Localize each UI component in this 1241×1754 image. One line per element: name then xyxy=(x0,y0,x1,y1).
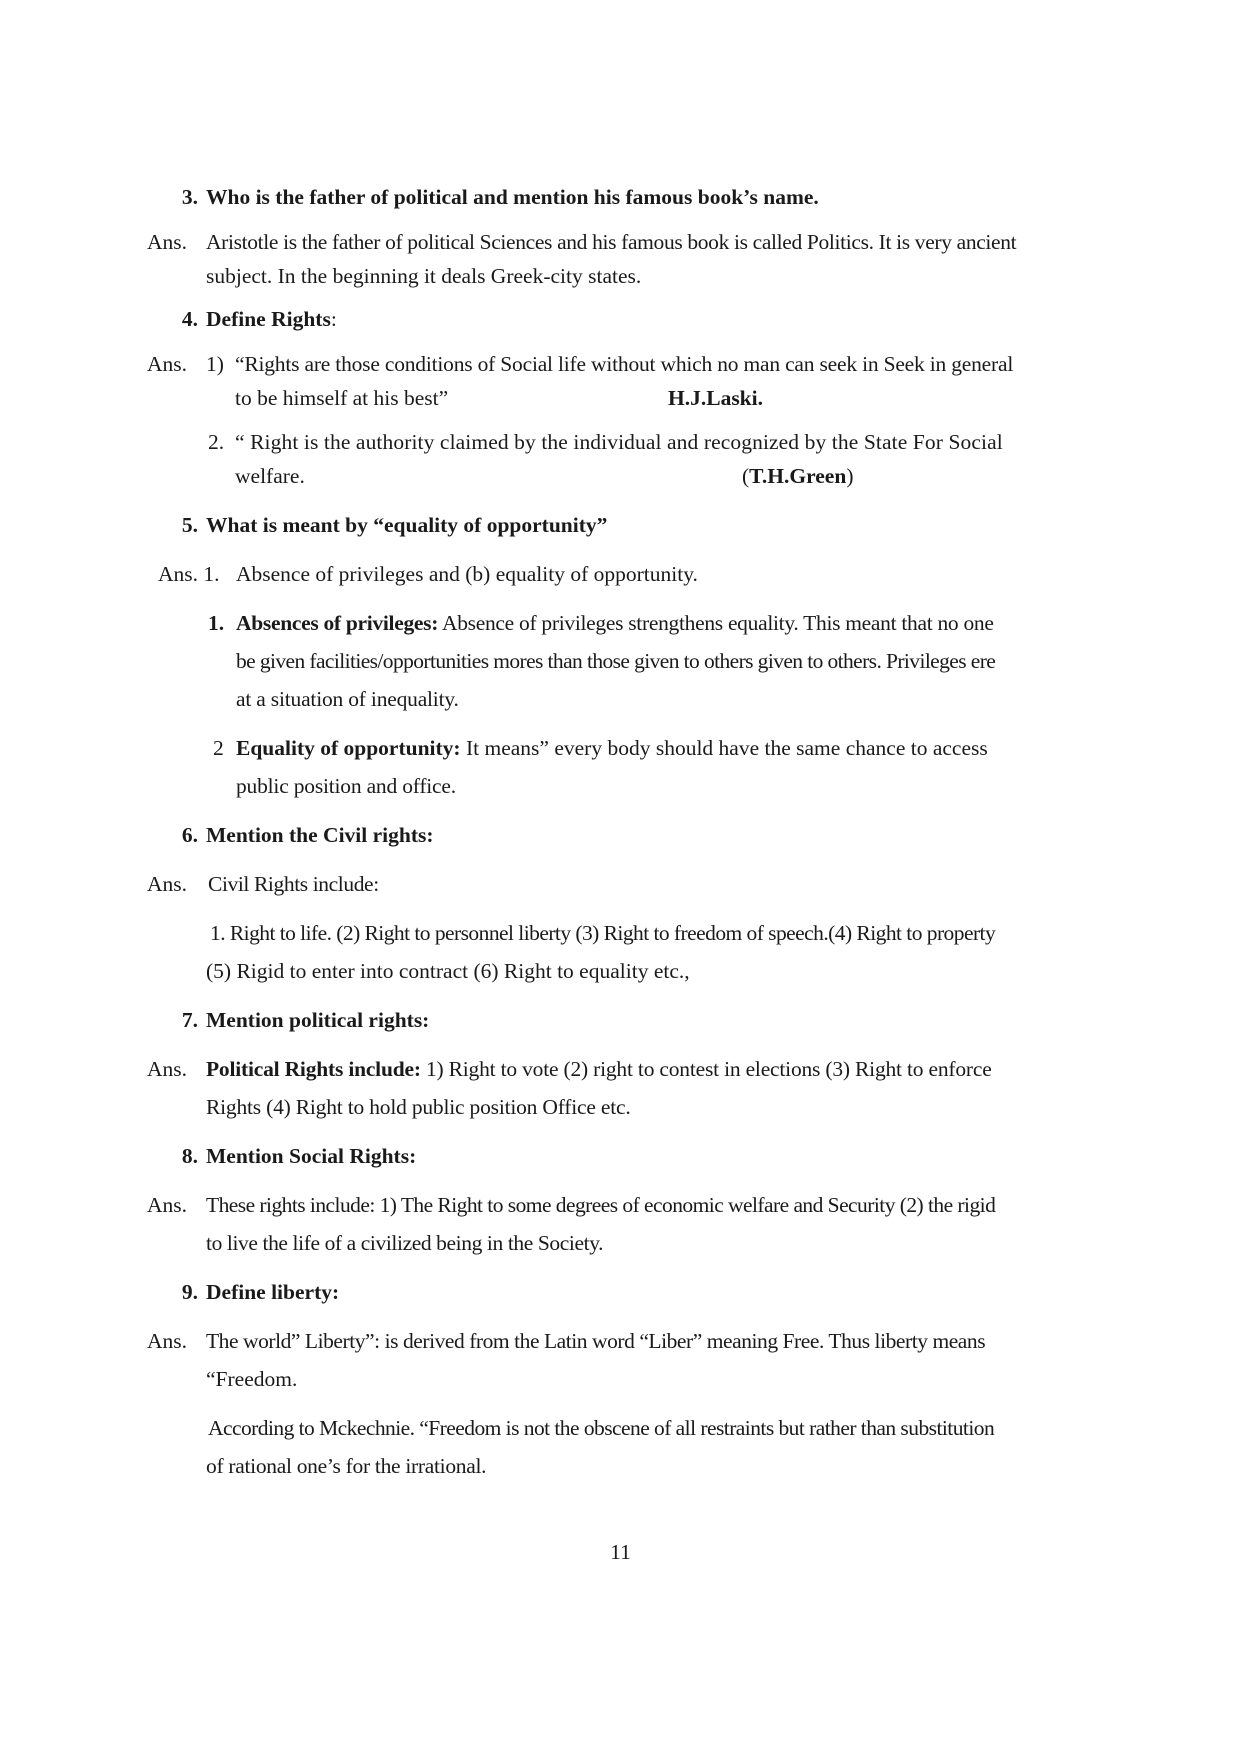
q7-answer-line-1 xyxy=(206,1052,992,1086)
q4-item1-line-1: “Rights are those conditions of Social life without which no man can seek in Seek in general xyxy=(235,352,1014,376)
q5-point1-line-3: at a situation of inequality. xyxy=(236,687,459,711)
q7-ans-label: Ans. xyxy=(147,1057,188,1081)
q5-point1-text: Absence of privileges strengthens equality. This meant that no one xyxy=(438,611,994,635)
q8-answer-line-2: to live the life of a civilized being in the Society. xyxy=(206,1231,604,1255)
q4-item2-author-name: T.H.Green xyxy=(749,464,847,488)
q5-point1-number: 1. xyxy=(208,611,225,635)
q5-answer-line-1: Absence of privileges and (b) equality of opportunity. xyxy=(236,562,698,586)
q9-number: 9. xyxy=(181,1280,198,1304)
q8-question: Mention Social Rights: xyxy=(206,1144,417,1168)
q9-answer-line-1: The world” Liberty”: is derived from the Latin word “Liber” meaning Free. Thus liberty means xyxy=(206,1329,986,1353)
q5-point2-text: It means” every body should have the same chance to access xyxy=(460,736,988,760)
q4-item2-author-open: ( xyxy=(742,464,750,488)
q5-point1-heading: Absences of privileges: xyxy=(236,611,439,635)
q4-item2-author xyxy=(742,459,853,493)
q6-question: Mention the Civil rights: xyxy=(206,823,434,847)
q3-answer-line-2: subject. In the beginning it deals Greek-city states. xyxy=(206,264,642,288)
q8-ans-label: Ans. xyxy=(147,1193,188,1217)
q7-answer-text: 1) Right to vote (2) right to contest in elections (3) Right to enforce xyxy=(420,1057,992,1081)
q4-item1-line-2: to be himself at his best” xyxy=(235,386,449,410)
q9-quote-line-1: According to Mckechnie. “Freedom is not the obscene of all restraints but rather than substitution xyxy=(208,1416,995,1440)
q4-item1-number: 1) xyxy=(206,352,224,376)
q5-point2-line-2: public position and office. xyxy=(236,774,456,798)
q4-item2-line-2: welfare. xyxy=(235,464,305,488)
q4-number: 4. xyxy=(181,307,198,331)
q5-point1-line-1 xyxy=(236,606,994,640)
q4-item2-number: 2. xyxy=(208,430,225,454)
q8-answer-line-1: These rights include: 1) The Right to some degrees of economic welfare and Security (2) the rigid xyxy=(206,1193,996,1217)
q9-question: Define liberty: xyxy=(206,1280,340,1304)
q4-item2-line-1: “ Right is the authority claimed by the individual and recognized by the State For Social xyxy=(235,430,1003,454)
q7-number: 7. xyxy=(181,1008,198,1032)
q4-question-colon: : xyxy=(330,307,337,331)
q6-number: 6. xyxy=(181,823,198,847)
q8-number: 8. xyxy=(181,1144,198,1168)
q5-point2-line-1 xyxy=(236,731,988,765)
q3-number: 3. xyxy=(181,185,198,209)
q4-question-text: Define Rights xyxy=(206,307,331,331)
q6-answer-text: Civil Rights include: xyxy=(208,872,379,896)
q5-question: What is meant by “equality of opportunity” xyxy=(206,513,608,537)
q5-point2-heading: Equality of opportunity: xyxy=(236,736,461,760)
q5-point2-number: 2 xyxy=(213,736,224,760)
q4-item2-author-close: ) xyxy=(846,464,854,488)
q7-answer-heading: Political Rights include: xyxy=(206,1057,421,1081)
q3-answer-line-1: Aristotle is the father of political Sciences and his famous book is called Politics. It is very ancient xyxy=(206,230,1017,254)
q4-question xyxy=(206,302,337,336)
page-number: 11 xyxy=(610,1540,631,1564)
q3-ans-label: Ans. xyxy=(147,230,188,254)
q6-list-line-2: (5) Rigid to enter into contract (6) Right to equality etc., xyxy=(206,959,690,983)
q5-point1-line-2: be given facilities/opportunities mores than those given to others given to others. Privileges ere xyxy=(236,649,996,673)
q3-question: Who is the father of political and mention his famous book’s name. xyxy=(206,185,819,209)
q4-ans-label: Ans. xyxy=(147,352,188,376)
q7-answer-line-2: Rights (4) Right to hold public position Office etc. xyxy=(206,1095,631,1119)
q5-ans-label: Ans. 1. xyxy=(158,562,220,586)
q7-question: Mention political rights: xyxy=(206,1008,430,1032)
q6-ans-label: Ans. xyxy=(147,872,188,896)
q5-number: 5. xyxy=(181,513,198,537)
q6-list-line-1: 1. Right to life. (2) Right to personnel liberty (3) Right to freedom of speech.(4) Right to property xyxy=(210,921,996,945)
q9-ans-label: Ans. xyxy=(147,1329,188,1353)
q4-item1-author: H.J.Laski. xyxy=(668,386,763,410)
q9-quote-line-2: of rational one’s for the irrational. xyxy=(206,1454,487,1478)
q9-answer-line-2: “Freedom. xyxy=(206,1367,298,1391)
